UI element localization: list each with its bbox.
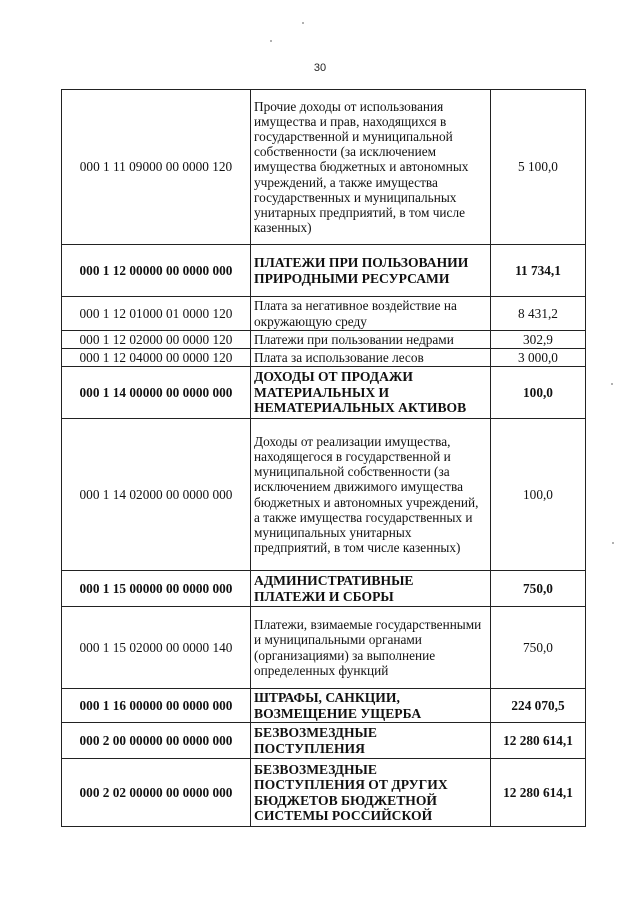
description-cell: ПЛАТЕЖИ ПРИ ПОЛЬЗОВАНИИ ПРИРОДНЫМИ РЕСУРСАМИ	[251, 245, 491, 297]
table-row	[62, 331, 586, 349]
budget-code-cell: 000 2 00 00000 00 0000 000	[62, 723, 251, 759]
table-row-section	[62, 245, 586, 297]
amount-cell: 224 070,5	[491, 689, 586, 723]
description-cell: БЕЗВОЗМЕЗДНЫЕ ПОСТУПЛЕНИЯ	[251, 723, 491, 759]
table-row-section	[62, 367, 586, 419]
budget-code-cell: 000 1 16 00000 00 0000 000	[62, 689, 251, 723]
amount-cell: 100,0	[491, 419, 586, 571]
description-cell: Доходы от реализации имущества, находящегося в государственной и муниципальной собственности (за исключением движимого имущества бюджетных и автономных учреждений, а также имущества государственных и муниципальных унитарных предприятий, в том числе казенных)	[251, 419, 491, 571]
amount-cell: 750,0	[491, 607, 586, 689]
budget-code-cell: 000 1 11 09000 00 0000 120	[62, 90, 251, 245]
budget-code-cell: 000 1 12 04000 00 0000 120	[62, 349, 251, 367]
table-row-section	[62, 723, 586, 759]
amount-cell: 100,0	[491, 367, 586, 419]
description-cell: Прочие доходы от использования имущества и прав, находящихся в государственной и муниципальной собственности (за исключением имущества бюджетных и автономных учреждений, а также имущества государственных и муниципальных унитарных предприятий, в том числе казенных)	[251, 90, 491, 245]
scan-speck	[302, 22, 304, 24]
budget-code-cell: 000 1 12 01000 01 0000 120	[62, 297, 251, 331]
table-row-section	[62, 571, 586, 607]
table-row	[62, 90, 586, 245]
amount-cell: 302,9	[491, 331, 586, 349]
budget-code-cell: 000 1 14 02000 00 0000 000	[62, 419, 251, 571]
table-row	[62, 349, 586, 367]
amount-cell: 8 431,2	[491, 297, 586, 331]
description-cell: ДОХОДЫ ОТ ПРОДАЖИ МАТЕРИАЛЬНЫХ И НЕМАТЕРИАЛЬНЫХ АКТИВОВ	[251, 367, 491, 419]
budget-code-cell: 000 1 15 02000 00 0000 140	[62, 607, 251, 689]
budget-code-cell: 000 1 15 00000 00 0000 000	[62, 571, 251, 607]
table-body	[62, 90, 586, 827]
table-row-section	[62, 689, 586, 723]
amount-cell: 750,0	[491, 571, 586, 607]
scan-speck	[270, 40, 272, 42]
table-row	[62, 297, 586, 331]
budget-code-cell: 000 1 12 00000 00 0000 000	[62, 245, 251, 297]
amount-cell: 12 280 614,1	[491, 723, 586, 759]
description-cell: Платежи, взимаемые государственными и муниципальными органами (организациями) за выполнение определенных функций	[251, 607, 491, 689]
amount-cell: 3 000,0	[491, 349, 586, 367]
budget-code-cell: 000 2 02 00000 00 0000 000	[62, 759, 251, 827]
description-cell: ШТРАФЫ, САНКЦИИ, ВОЗМЕЩЕНИЕ УЩЕРБА	[251, 689, 491, 723]
budget-code-cell: 000 1 14 00000 00 0000 000	[62, 367, 251, 419]
scan-speck	[612, 542, 614, 544]
amount-cell: 5 100,0	[491, 90, 586, 245]
table-row	[62, 419, 586, 571]
description-cell: Плата за негативное воздействие на окружающую среду	[251, 297, 491, 331]
description-cell: АДМИНИСТРАТИВНЫЕ ПЛАТЕЖИ И СБОРЫ	[251, 571, 491, 607]
amount-cell: 12 280 614,1	[491, 759, 586, 827]
description-cell: Платежи при пользовании недрами	[251, 331, 491, 349]
table-row	[62, 607, 586, 689]
amount-cell: 11 734,1	[491, 245, 586, 297]
budget-revenue-table	[61, 89, 586, 827]
description-cell: БЕЗВОЗМЕЗДНЫЕ ПОСТУПЛЕНИЯ ОТ ДРУГИХ БЮДЖЕТОВ БЮДЖЕТНОЙ СИСТЕМЫ РОССИЙСКОЙ	[251, 759, 491, 827]
description-cell: Плата за использование лесов	[251, 349, 491, 367]
table-row-section	[62, 759, 586, 827]
page-number: 30	[313, 62, 327, 74]
scan-speck	[611, 383, 613, 385]
budget-code-cell: 000 1 12 02000 00 0000 120	[62, 331, 251, 349]
